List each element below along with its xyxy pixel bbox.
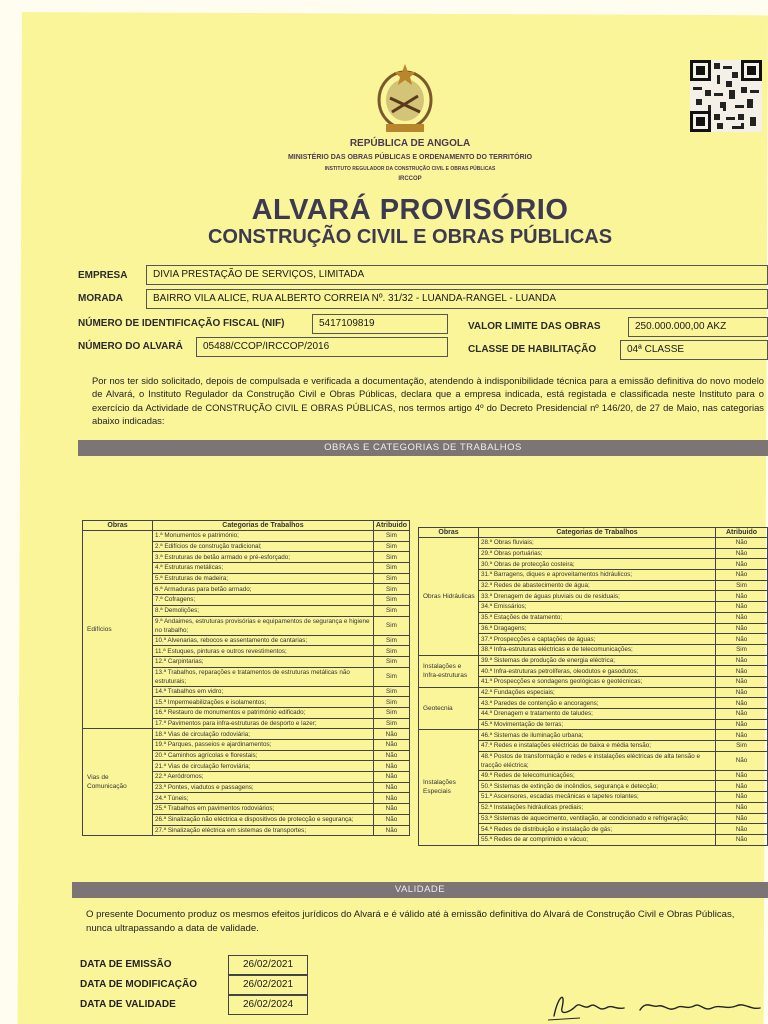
atribuido-cell: Não	[716, 612, 768, 623]
category-cell: 54.ª Redes de distribuição e instalação de gás;	[479, 824, 716, 835]
category-cell: 33.ª Drenagem de águas pluviais ou de residuais;	[479, 591, 716, 602]
category-cell: 3.ª Estruturas de betão armado e pré-esforçado;	[153, 552, 374, 563]
atribuido-cell: Não	[716, 719, 768, 730]
col-obras: Obras	[83, 521, 153, 531]
category-cell: 48.ª Postos de transformação e redes e instalações eléctricas de alta tensão e tracção eléctrica;	[479, 751, 716, 770]
atribuido-cell: Sim	[373, 718, 409, 729]
category-cell: 22.ª Aeródromos;	[153, 772, 374, 783]
intro-paragraph: Por nos ter sido solicitado, depois de compulsada e verificada a documentação, atendendo à indisponibilidade técnica para a emissão definitiva do novo modelo de Alvará, o Instituto Regulador da Construção Civil e Obras Públicas, declara que a empresa indicada, está registada e classificada neste Instituto para o exercício da Actividade de CONSTRUÇÃO CIVIL E OBRAS PÚBLICAS, nos termos artigo 4º do Decreto Presidencial nº 146/20, de 27 de Maio, nas categorias abaixo indicadas:	[92, 375, 764, 427]
atribuido-cell: Não	[716, 730, 768, 741]
category-cell: 28.ª Obras fluviais;	[479, 538, 716, 549]
obras-group-cell: Instalações Especiais	[419, 730, 479, 845]
category-cell: 7.ª Cofragens;	[153, 595, 374, 606]
modificacao-field: 26/02/2021	[228, 975, 308, 995]
atribuido-cell: Não	[716, 770, 768, 781]
alvara-label: NÚMERO DO ALVARÁ	[78, 341, 183, 352]
category-cell: 1.ª Monumentos e património;	[153, 531, 374, 542]
atribuido-cell: Não	[716, 698, 768, 709]
valor-field: 250.000.000,00 AKZ	[628, 317, 768, 337]
atribuido-cell: Sim	[373, 616, 409, 635]
category-cell: 46.ª Sistemas de iluminação urbana;	[479, 730, 716, 741]
atribuido-cell: Não	[716, 834, 768, 845]
categories-bar: OBRAS E CATEGORIAS DE TRABALHOS	[78, 440, 768, 456]
atribuido-cell: Não	[373, 740, 409, 751]
atribuido-cell: Não	[716, 591, 768, 602]
category-cell: 27.ª Sinalização eléctrica em sistemas de transportes;	[153, 825, 374, 836]
atribuido-cell: Não	[373, 793, 409, 804]
angola-emblem-icon	[372, 58, 438, 138]
atribuido-cell: Sim	[373, 707, 409, 718]
atribuido-cell: Não	[716, 570, 768, 581]
atribuido-cell: Sim	[716, 644, 768, 655]
atribuido-cell: Não	[716, 709, 768, 720]
category-cell: 47.ª Redes e instalações eléctricas de baixa e média tensão;	[479, 741, 716, 752]
empresa-field: DIVIA PRESTAÇÃO DE SERVIÇOS, LIMITADA	[146, 265, 768, 285]
atribuido-cell: Não	[716, 813, 768, 824]
atribuido-cell: Não	[373, 825, 409, 836]
category-cell: 49.ª Redes de telecomunicações;	[479, 770, 716, 781]
category-cell: 30.ª Obras de protecção costeira;	[479, 559, 716, 570]
obras-group-cell: Obras Hidráulicas	[419, 538, 479, 656]
category-cell: 14.ª Trabalhos em vidro;	[153, 686, 374, 697]
valor-label: VALOR LIMITE DAS OBRAS	[468, 321, 601, 332]
atribuido-cell: Não	[373, 761, 409, 772]
category-cell: 11.ª Estuques, pinturas e outros revestimentos;	[153, 646, 374, 657]
category-cell: 43.ª Paredes de contenção e ancoragens;	[479, 698, 716, 709]
table-row	[83, 729, 410, 740]
atribuido-cell: Sim	[373, 686, 409, 697]
table-row	[419, 687, 768, 698]
category-cell: 29.ª Obras portuárias;	[479, 548, 716, 559]
modificacao-label: DATA DE MODIFICAÇÃO	[80, 979, 198, 990]
atribuido-cell: Sim	[716, 580, 768, 591]
ministry-heading: MINISTÉRIO DAS OBRAS PÚBLICAS E ORDENAMENTO DO TERRITÓRIO	[287, 154, 533, 161]
category-cell: 31.ª Barragens, diques e aproveitamentos hidráulicos;	[479, 570, 716, 581]
republic-heading: REPÚBLICA DE ANGOLA	[349, 138, 471, 149]
atribuido-cell: Sim	[373, 605, 409, 616]
table-row	[83, 531, 410, 542]
atribuido-cell: Não	[716, 751, 768, 770]
atribuido-cell: Não	[716, 781, 768, 792]
atribuido-cell: Sim	[373, 584, 409, 595]
atribuido-cell: Não	[716, 792, 768, 803]
atribuido-cell: Sim	[716, 741, 768, 752]
category-cell: 15.ª Impermeabilizações e isolamentos;	[153, 697, 374, 708]
category-cell: 50.ª Sistemas de extinção de incêndios, segurança e detecção;	[479, 781, 716, 792]
atribuido-cell: Sim	[373, 595, 409, 606]
category-cell: 35.ª Estações de tratamento;	[479, 612, 716, 623]
table-row	[419, 538, 768, 549]
category-cell: 10.ª Alvenarias, rebocos e assentamento de cantarias;	[153, 635, 374, 646]
category-cell: 9.ª Andaimes, estruturas provisórias e equipamentos de segurança e higiene no trabalho;	[153, 616, 374, 635]
category-cell: 23.ª Pontes, viadutos e passagens;	[153, 782, 374, 793]
col-atribuido: Atribuido	[373, 521, 409, 531]
category-cell: 13.ª Trabalhos, reparações e tratamentos de estruturas metálicas não estruturais;	[153, 667, 374, 686]
col-categorias: Categorias de Trabalhos	[153, 521, 374, 531]
col-obras: Obras	[419, 528, 479, 538]
category-cell: 38.ª Infra-estruturas eléctricas e de telecomunicações;	[479, 644, 716, 655]
atribuido-cell: Não	[716, 548, 768, 559]
obras-group-cell: Vias de Comunicação	[83, 729, 153, 836]
nif-field: 5417109819	[312, 314, 448, 334]
atribuido-cell: Sim	[373, 541, 409, 552]
category-cell: 21.ª Vias de circulação ferroviária;	[153, 761, 374, 772]
classe-field: 04ª CLASSE	[620, 340, 768, 360]
category-cell: 17.ª Pavimentos para infra-estruturas de desporto e lazer;	[153, 718, 374, 729]
validity-text: O presente Documento produz os mesmos efeitos jurídicos do Alvará e é válido até à emissão definitiva do Alvará de Construção Civil e Obras Públicas, nunca ultrapassando a data de validade.	[86, 909, 735, 934]
categories-table-left	[82, 520, 410, 836]
category-cell: 18.ª Vias de circulação rodoviária;	[153, 729, 374, 740]
atribuido-cell: Sim	[373, 563, 409, 574]
category-cell: 4.ª Estruturas metálicas;	[153, 563, 374, 574]
document-title: ALVARÁ PROVISÓRIO	[251, 194, 569, 226]
atribuido-cell: Não	[716, 559, 768, 570]
categories-table-right	[418, 527, 768, 846]
category-cell: 5.ª Estruturas de madeira;	[153, 573, 374, 584]
atribuido-cell: Sim	[373, 667, 409, 686]
validade-label: DATA DE VALIDADE	[80, 999, 176, 1010]
category-cell: 2.ª Edifícios de construção tradicional;	[153, 541, 374, 552]
category-cell: 44.ª Drenagem e tratamento de taludes;	[479, 709, 716, 720]
atribuido-cell: Não	[716, 824, 768, 835]
atribuido-cell: Não	[716, 666, 768, 677]
category-cell: 51.ª Ascensores, escadas mecânicas e tapetes rolantes;	[479, 792, 716, 803]
category-cell: 26.ª Sinalização não eléctrica e dispositivos de protecção e segurança;	[153, 814, 374, 825]
category-cell: 32.ª Redes de abastecimento de água;	[479, 580, 716, 591]
institute-heading: INSTITUTO REGULADOR DA CONSTRUÇÃO CIVIL E OBRAS PÚBLICAS	[324, 166, 496, 172]
table-row	[419, 655, 768, 666]
table-row	[419, 730, 768, 741]
atribuido-cell: Não	[716, 802, 768, 813]
category-cell: 12.ª Carpintarias;	[153, 656, 374, 667]
atribuido-cell: Sim	[373, 531, 409, 542]
document-subtitle: CONSTRUÇÃO CIVIL E OBRAS PÚBLICAS	[207, 226, 613, 248]
category-cell: 40.ª Infra-estruturas petrolíferas, oleodutos e gasodutos;	[479, 666, 716, 677]
atribuido-cell: Não	[373, 782, 409, 793]
qr-code-icon	[690, 58, 762, 134]
atribuido-cell: Sim	[373, 573, 409, 584]
atribuido-cell: Não	[716, 634, 768, 645]
atribuido-cell: Não	[716, 687, 768, 698]
category-cell: 52.ª Instalações hidráulicas prediais;	[479, 802, 716, 813]
morada-field: BAIRRO VILA ALICE, RUA ALBERTO CORREIA Nº. 31/32 - LUANDA-RANGEL - LUANDA	[146, 289, 768, 309]
category-cell: 55.ª Redes de ar comprimido e vácuo;	[479, 834, 716, 845]
category-cell: 20.ª Caminhos agrícolas e florestais;	[153, 750, 374, 761]
emissao-label: DATA DE EMISSÃO	[80, 959, 172, 970]
emissao-field: 26/02/2021	[228, 955, 308, 975]
atribuido-cell: Sim	[373, 552, 409, 563]
alvara-field: 05488/CCOP/IRCCOP/2016	[196, 337, 448, 357]
validade-field: 26/02/2024	[228, 995, 308, 1015]
atribuido-cell: Não	[716, 676, 768, 687]
category-cell: 34.ª Emissários;	[479, 602, 716, 613]
nif-label: NÚMERO DE IDENTIFICAÇÃO FISCAL (NIF)	[78, 318, 285, 329]
document-paper	[18, 12, 768, 1024]
atribuido-cell: Sim	[373, 635, 409, 646]
obras-group-cell: Instalações e Infra-estruturas	[419, 655, 479, 687]
atribuido-cell: Não	[716, 655, 768, 666]
category-cell: 8.ª Demolições;	[153, 605, 374, 616]
category-cell: 36.ª Dragagens;	[479, 623, 716, 634]
category-cell: 19.ª Parques, passeios e ajardinamentos;	[153, 740, 374, 751]
atribuido-cell: Sim	[373, 697, 409, 708]
category-cell: 45.ª Movimentação de terras;	[479, 719, 716, 730]
signature	[540, 986, 768, 1022]
atribuido-cell: Não	[373, 750, 409, 761]
category-cell: 25.ª Trabalhos em pavimentos rodoviários;	[153, 804, 374, 815]
atribuido-cell: Não	[373, 814, 409, 825]
category-cell: 16.ª Restauro de monumentos e património edificado;	[153, 707, 374, 718]
category-cell: 39.ª Sistemas de produção de energia eléctrica;	[479, 655, 716, 666]
atribuido-cell: Sim	[373, 656, 409, 667]
atribuido-cell: Não	[373, 804, 409, 815]
col-categorias: Categorias de Trabalhos	[479, 528, 716, 538]
classe-label: CLASSE DE HABILITAÇÃO	[468, 344, 597, 355]
category-cell: 6.ª Armaduras para betão armado;	[153, 584, 374, 595]
empresa-label: EMPRESA	[78, 270, 128, 281]
category-cell: 42.ª Fundações especiais;	[479, 687, 716, 698]
obras-group-cell: Edifícios	[83, 531, 153, 729]
col-atribuido: Atribuido	[716, 528, 768, 538]
atribuido-cell: Não	[716, 538, 768, 549]
obras-group-cell: Geotecnia	[419, 687, 479, 730]
category-cell: 37.ª Prospecções e captações de águas;	[479, 634, 716, 645]
category-cell: 41.ª Prospecções e sondagens geológicas e geotécnicas;	[479, 676, 716, 687]
atribuido-cell: Não	[716, 602, 768, 613]
atribuido-cell: Sim	[373, 646, 409, 657]
atribuido-cell: Não	[373, 729, 409, 740]
morada-label: MORADA	[78, 293, 123, 304]
validity-bar: VALIDADE	[72, 882, 768, 898]
acronym-heading: IRCCOP	[398, 176, 422, 182]
atribuido-cell: Não	[716, 623, 768, 634]
category-cell: 24.ª Túneis;	[153, 793, 374, 804]
category-cell: 53.ª Sistemas de aquecimento, ventilação, ar condicionado e refrigeração;	[479, 813, 716, 824]
atribuido-cell: Não	[373, 772, 409, 783]
